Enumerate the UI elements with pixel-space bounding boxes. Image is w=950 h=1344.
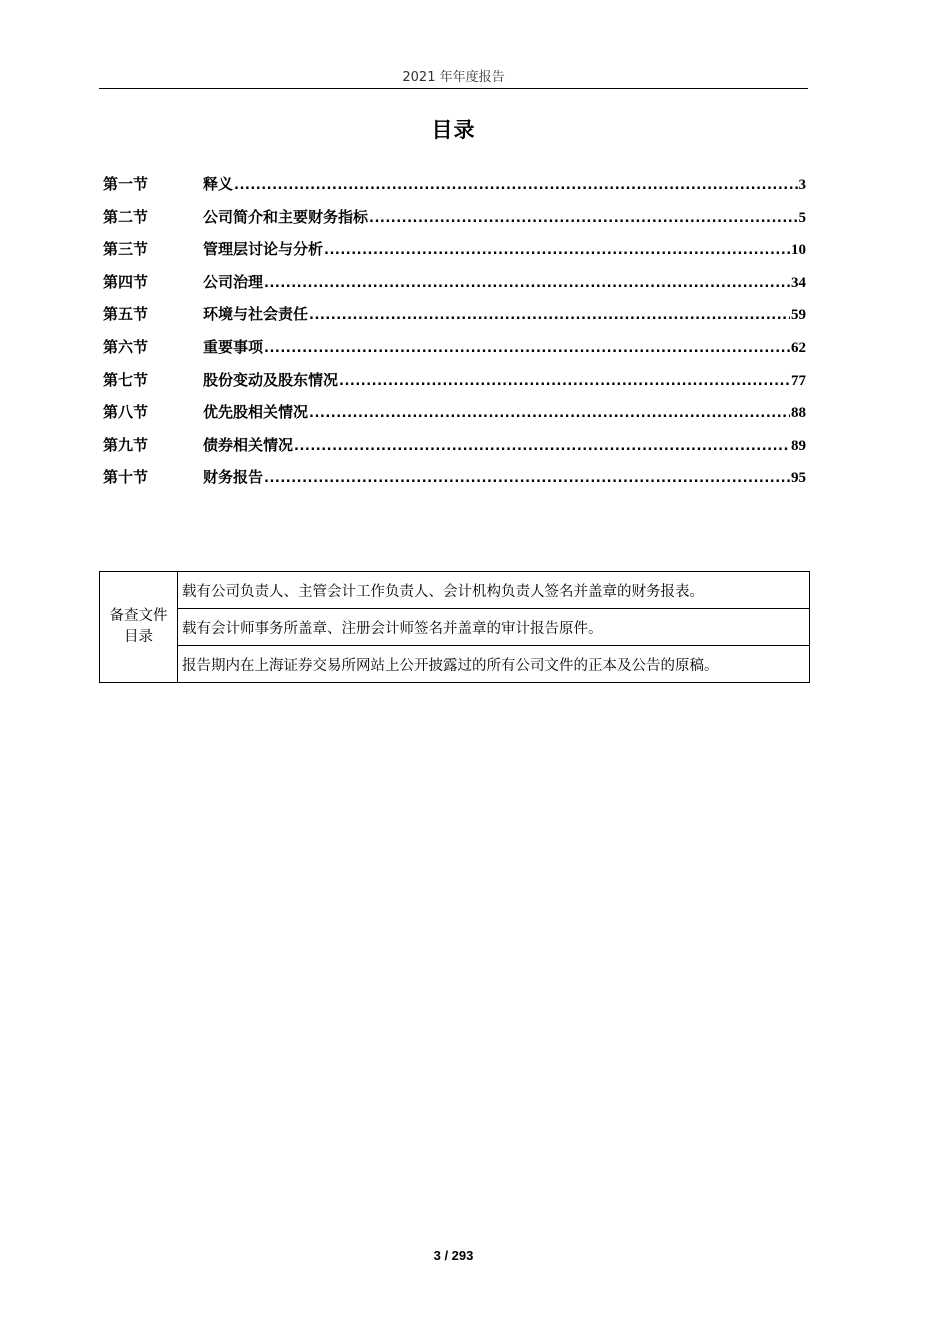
toc-page-number: 10 (791, 242, 806, 259)
table-row (100, 646, 810, 683)
toc-dot-leader (309, 406, 790, 421)
toc-section-number: 第五节 (103, 305, 149, 324)
toc-entry[interactable] (103, 369, 806, 402)
toc-entry[interactable] (103, 303, 806, 336)
reference-document-item: 载有公司负责人、主管会计工作负责人、会计机构负责人签名并盖章的财务报表。 (178, 572, 810, 609)
toc-page-number: 5 (798, 209, 806, 226)
toc-section-title: 财务报告 (203, 468, 264, 487)
toc-entry[interactable] (103, 271, 806, 304)
toc-section-title: 重要事项 (203, 337, 264, 356)
header-divider (99, 88, 808, 89)
toc-section-number: 第八节 (103, 403, 149, 422)
page-number-footer: 3 / 293 (433, 1248, 474, 1263)
toc-section-title: 债券相关情况 (203, 435, 294, 454)
reference-documents-label (100, 572, 178, 683)
table-row (100, 572, 810, 609)
reference-documents-table (99, 571, 810, 683)
toc-dot-leader (294, 439, 790, 454)
toc-entry[interactable] (103, 401, 806, 434)
toc-dot-leader (339, 374, 790, 389)
toc-page-number: 3 (798, 177, 806, 193)
toc-dot-leader (264, 341, 790, 356)
toc-dot-leader (264, 471, 790, 486)
toc-section-number: 第一节 (103, 175, 149, 193)
toc-dot-leader (309, 308, 790, 323)
toc-dot-leader (264, 276, 790, 291)
toc-section-title: 公司治理 (203, 272, 264, 291)
toc-page-number: 34 (791, 274, 806, 291)
page-title: 目录 (431, 118, 476, 142)
reference-label-line: 目录 (124, 629, 153, 645)
toc-section-title: 释义 (203, 175, 234, 193)
toc-section-title: 公司简介和主要财务指标 (203, 207, 369, 226)
table-row (100, 609, 810, 646)
toc-dot-leader (324, 243, 790, 258)
table-of-contents (103, 173, 806, 499)
toc-page-number: 77 (791, 372, 806, 389)
toc-section-title: 优先股相关情况 (203, 403, 309, 422)
toc-dot-leader (234, 178, 797, 193)
reference-label-line: 备查文件 (109, 608, 168, 624)
reference-document-item: 报告期内在上海证券交易所网站上公开披露过的所有公司文件的正本及公告的原稿。 (178, 646, 810, 683)
toc-page-number: 95 (791, 470, 806, 487)
toc-entry[interactable] (103, 206, 806, 239)
toc-page-number: 89 (791, 437, 806, 454)
toc-section-number: 第二节 (103, 207, 149, 226)
toc-page-number: 88 (791, 405, 806, 422)
toc-entry[interactable] (103, 466, 806, 499)
toc-page-number: 62 (791, 339, 806, 356)
toc-entry[interactable] (103, 238, 806, 271)
toc-entry[interactable] (103, 173, 806, 206)
toc-dot-leader (369, 211, 797, 226)
reference-document-item: 载有会计师事务所盖章、注册会计师签名并盖章的审计报告原件。 (178, 609, 810, 646)
toc-section-number: 第十节 (103, 468, 149, 487)
toc-entry[interactable] (103, 434, 806, 467)
toc-section-title: 管理层讨论与分析 (203, 240, 324, 259)
toc-section-number: 第四节 (103, 272, 149, 291)
toc-section-number: 第三节 (103, 240, 149, 259)
toc-section-number: 第六节 (103, 337, 149, 356)
toc-section-title: 环境与社会责任 (203, 305, 309, 324)
toc-page-number: 59 (791, 307, 806, 324)
toc-section-number: 第七节 (103, 370, 149, 389)
toc-entry[interactable] (103, 336, 806, 369)
running-header: 2021 年年度报告 (402, 70, 505, 85)
toc-section-number: 第九节 (103, 435, 149, 454)
toc-section-title: 股份变动及股东情况 (203, 370, 339, 389)
